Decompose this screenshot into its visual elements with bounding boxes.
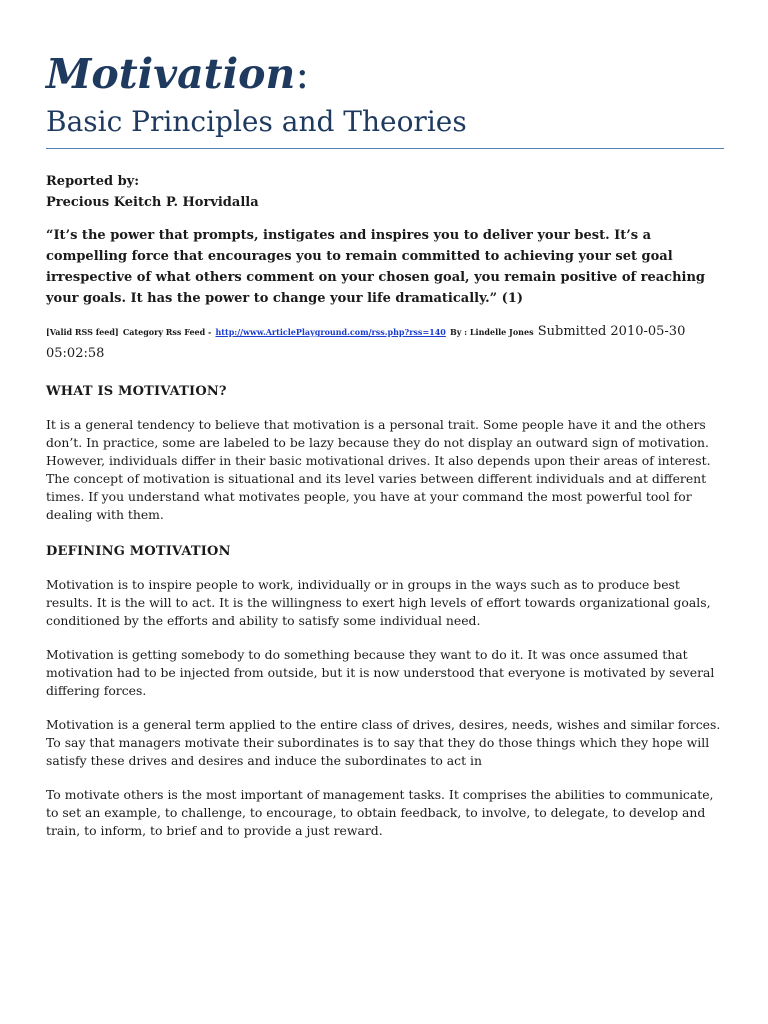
submitted-timestamp: Submitted 2010-05-30 05:02:58	[46, 324, 686, 361]
author-block	[46, 171, 724, 213]
category-rss-label: Category Rss Feed -	[122, 327, 212, 337]
section-heading-what-is-motivation: WHAT IS MOTIVATION?	[46, 384, 227, 399]
paragraph: Motivation is a general term applied to the entire class of drives, desires, needs, wishes and similar forces. To say that managers motivate their subordinates is to say that they do those things which they hope will satisfy these drives and desires and induce the subordinates to act in	[46, 717, 721, 768]
valid-rss-feed-link[interactable]: [Valid RSS feed]	[46, 327, 119, 337]
paragraph: It is a general tendency to believe that motivation is a personal trait. Some people have it and the others don’t. In practice, some are labeled to be lazy because they do not display an outward sign of motivation. However, individuals differ in their basic motivational drives. It also depends upon their areas of interest. The concept of motivation is situational and its level varies between different individuals and at different times. If you understand what motivates people, you have at your command the most powerful tool for dealing with them.	[46, 417, 711, 522]
document-subtitle: Basic Principles and Theories	[46, 102, 724, 149]
document-page	[46, 48, 724, 840]
paragraph: Motivation is to inspire people to work, individually or in groups in the ways such as to produce best results. It is the will to act. It is the willingness to exert high levels of effort towards organizational goals, conditioned by the efforts and ability to satisfy some individual need.	[46, 577, 711, 628]
rss-info-line	[46, 321, 724, 364]
paragraph: To motivate others is the most important of management tasks. It comprises the abilities to communicate, to set an example, to challenge, to encourage, to obtain feedback, to involve, to delegate, to develop and train, to inform, to brief and to provide a just reward.	[46, 787, 714, 838]
document-title	[46, 48, 724, 100]
rss-feed-link[interactable]: http://www.ArticlePlayground.com/rss.php?rss=140	[215, 327, 446, 337]
title-main: Motivation	[46, 50, 296, 98]
reported-by-label: Reported by:	[46, 174, 140, 189]
title-colon: :	[295, 50, 310, 98]
paragraph: Motivation is getting somebody to do something because they want to do it. It was once assumed that motivation had to be injected from outside, but it is now understood that everyone is motivated by several differing forces.	[46, 647, 715, 698]
motivation-quote: “It’s the power that prompts, instigates and inspires you to deliver your best. It’s a compelling force that encourages you to remain committed to achieving your set goal irrespective of what others comment on your chosen goal, you remain positive of reaching your goals. It has the power to change your life dramatically.” (1)	[46, 228, 706, 306]
section-heading-defining-motivation: DEFINING MOTIVATION	[46, 544, 231, 559]
author-name: Precious Keitch P. Horvidalla	[46, 195, 259, 210]
author-byline: By : Lindelle Jones	[449, 327, 534, 337]
